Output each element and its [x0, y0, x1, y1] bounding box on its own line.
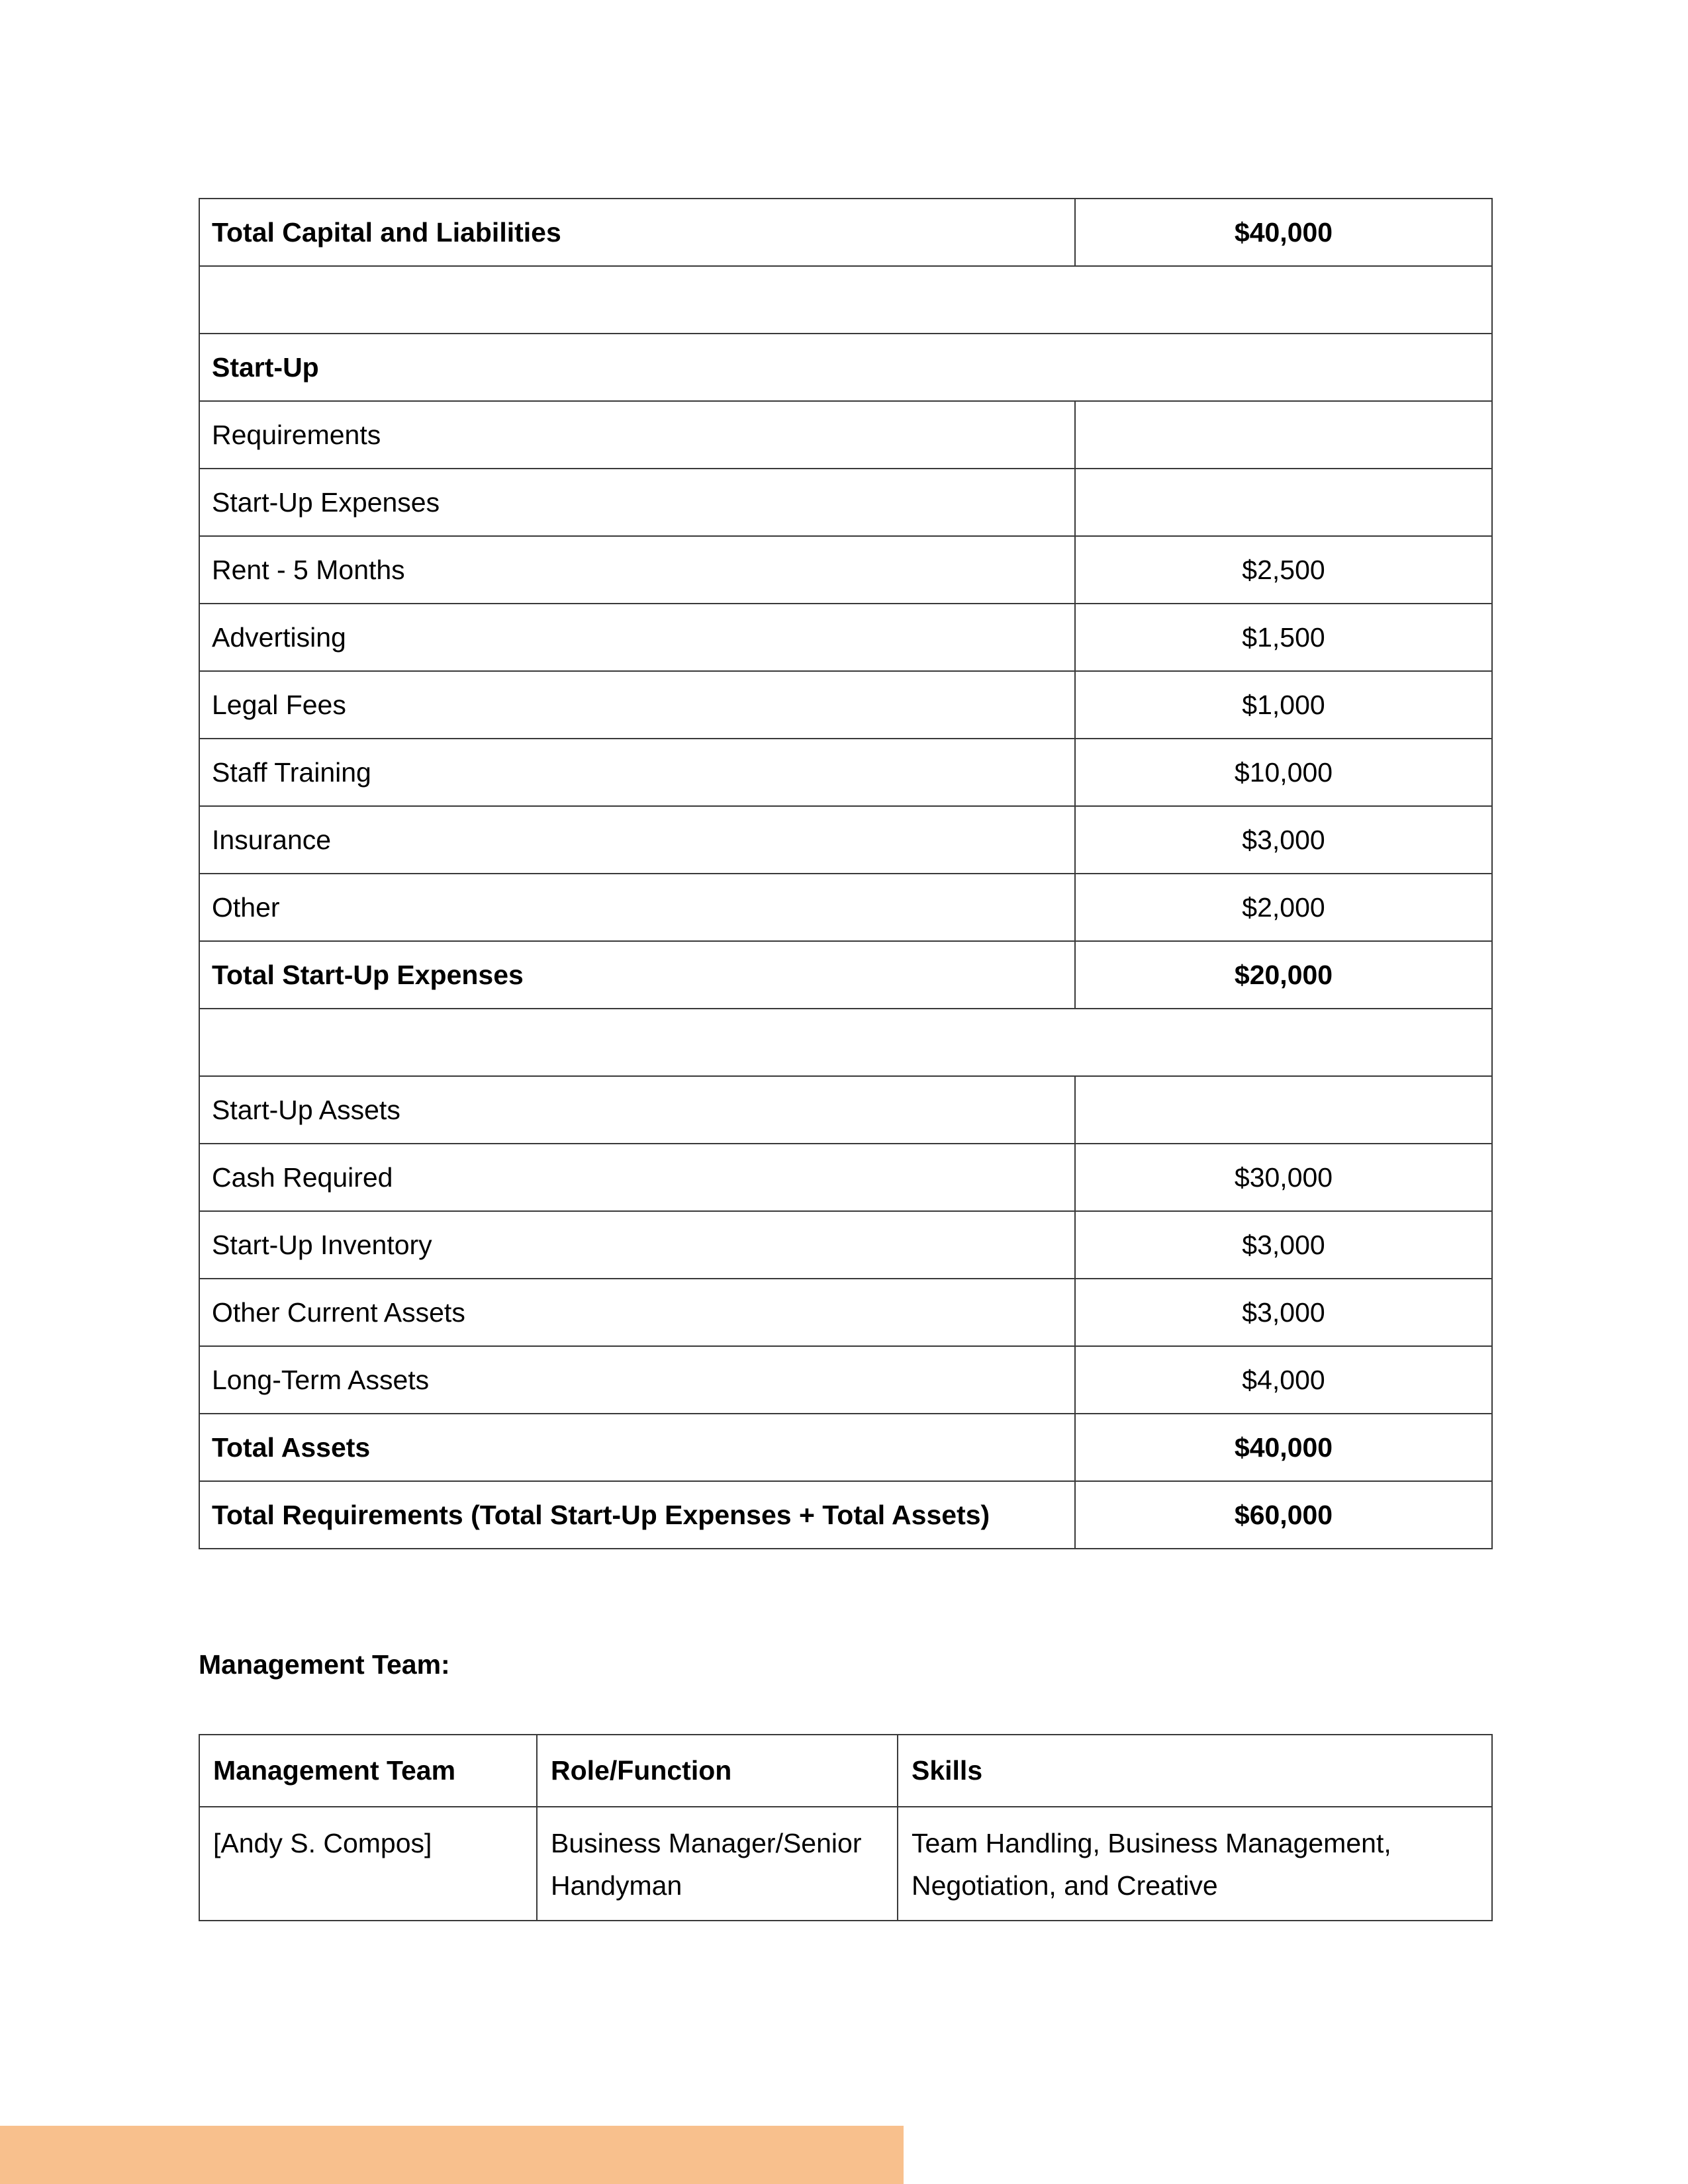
team-member-name: [Andy S. Compos] — [199, 1807, 537, 1921]
financial-row — [199, 1279, 1492, 1346]
footer-accent-bar — [0, 2126, 904, 2184]
financial-row — [199, 401, 1492, 469]
financial-row-amount: $3,000 — [1075, 806, 1492, 874]
financial-row — [199, 874, 1492, 941]
financial-row — [199, 1144, 1492, 1211]
financial-row — [199, 1346, 1492, 1414]
team-header-role: Role/Function — [537, 1735, 898, 1807]
financial-row-label: Advertising — [199, 604, 1075, 671]
financial-row-label: Other Current Assets — [199, 1279, 1075, 1346]
financial-row-label: Requirements — [199, 401, 1075, 469]
financial-row — [199, 739, 1492, 806]
financial-row-amount: $30,000 — [1075, 1144, 1492, 1211]
management-team-table — [199, 1734, 1493, 1921]
financial-row-amount: $3,000 — [1075, 1211, 1492, 1279]
financial-row-amount: $10,000 — [1075, 739, 1492, 806]
financial-row — [199, 1414, 1492, 1481]
financial-row-label: Total Capital and Liabilities — [199, 199, 1075, 266]
financial-row-label: Start-Up Assets — [199, 1076, 1075, 1144]
financial-row-amount — [1075, 469, 1492, 536]
financial-row-amount: $2,000 — [1075, 874, 1492, 941]
financial-row — [199, 334, 1492, 401]
financial-row-amount: $4,000 — [1075, 1346, 1492, 1414]
financial-row — [199, 1076, 1492, 1144]
financial-row-label: Cash Required — [199, 1144, 1075, 1211]
financial-row — [199, 604, 1492, 671]
financial-row-label: Start-Up Inventory — [199, 1211, 1075, 1279]
financial-row-amount: $20,000 — [1075, 941, 1492, 1009]
financial-row-label: Total Assets — [199, 1414, 1075, 1481]
financial-row-amount: $1,000 — [1075, 671, 1492, 739]
financial-row-label: Start-Up Expenses — [199, 469, 1075, 536]
team-header-name: Management Team — [199, 1735, 537, 1807]
financial-row — [199, 1481, 1492, 1549]
financial-row — [199, 806, 1492, 874]
financial-row-label: Staff Training — [199, 739, 1075, 806]
team-member-role: Business Manager/Senior Handyman — [537, 1807, 898, 1921]
financial-row — [199, 1009, 1492, 1076]
financial-row-amount: $3,000 — [1075, 1279, 1492, 1346]
financial-row — [199, 1211, 1492, 1279]
financial-row-amount — [1075, 1076, 1492, 1144]
financial-row — [199, 266, 1492, 334]
financial-row — [199, 536, 1492, 604]
financial-row-label: Legal Fees — [199, 671, 1075, 739]
team-member-skills: Team Handling, Business Management, Negotiation, and Creative — [898, 1807, 1492, 1921]
financial-row-label: Rent - 5 Months — [199, 536, 1075, 604]
financial-row-label: Total Start-Up Expenses — [199, 941, 1075, 1009]
financial-row-label: Long-Term Assets — [199, 1346, 1075, 1414]
financial-row-amount — [1075, 401, 1492, 469]
financial-row-label: Total Requirements (Total Start-Up Expenses + Total Assets) — [199, 1481, 1075, 1549]
financial-row — [199, 941, 1492, 1009]
startup-financials-table — [199, 198, 1493, 1549]
financial-row-label: Start-Up — [199, 334, 1492, 401]
financial-row-amount: $1,500 — [1075, 604, 1492, 671]
financial-row-amount: $60,000 — [1075, 1481, 1492, 1549]
team-row — [199, 1807, 1492, 1921]
team-header-row — [199, 1735, 1492, 1807]
financial-row-amount: $2,500 — [1075, 536, 1492, 604]
financial-row — [199, 671, 1492, 739]
financial-row-label — [199, 266, 1492, 334]
financial-row — [199, 199, 1492, 266]
financial-row-label — [199, 1009, 1492, 1076]
financial-row-label: Other — [199, 874, 1075, 941]
financial-row — [199, 469, 1492, 536]
startup-financials-body — [199, 199, 1492, 1549]
team-header-skills: Skills — [898, 1735, 1492, 1807]
financial-row-amount: $40,000 — [1075, 199, 1492, 266]
financial-row-amount: $40,000 — [1075, 1414, 1492, 1481]
financial-row-label: Insurance — [199, 806, 1075, 874]
management-team-heading: Management Team: — [199, 1649, 450, 1680]
